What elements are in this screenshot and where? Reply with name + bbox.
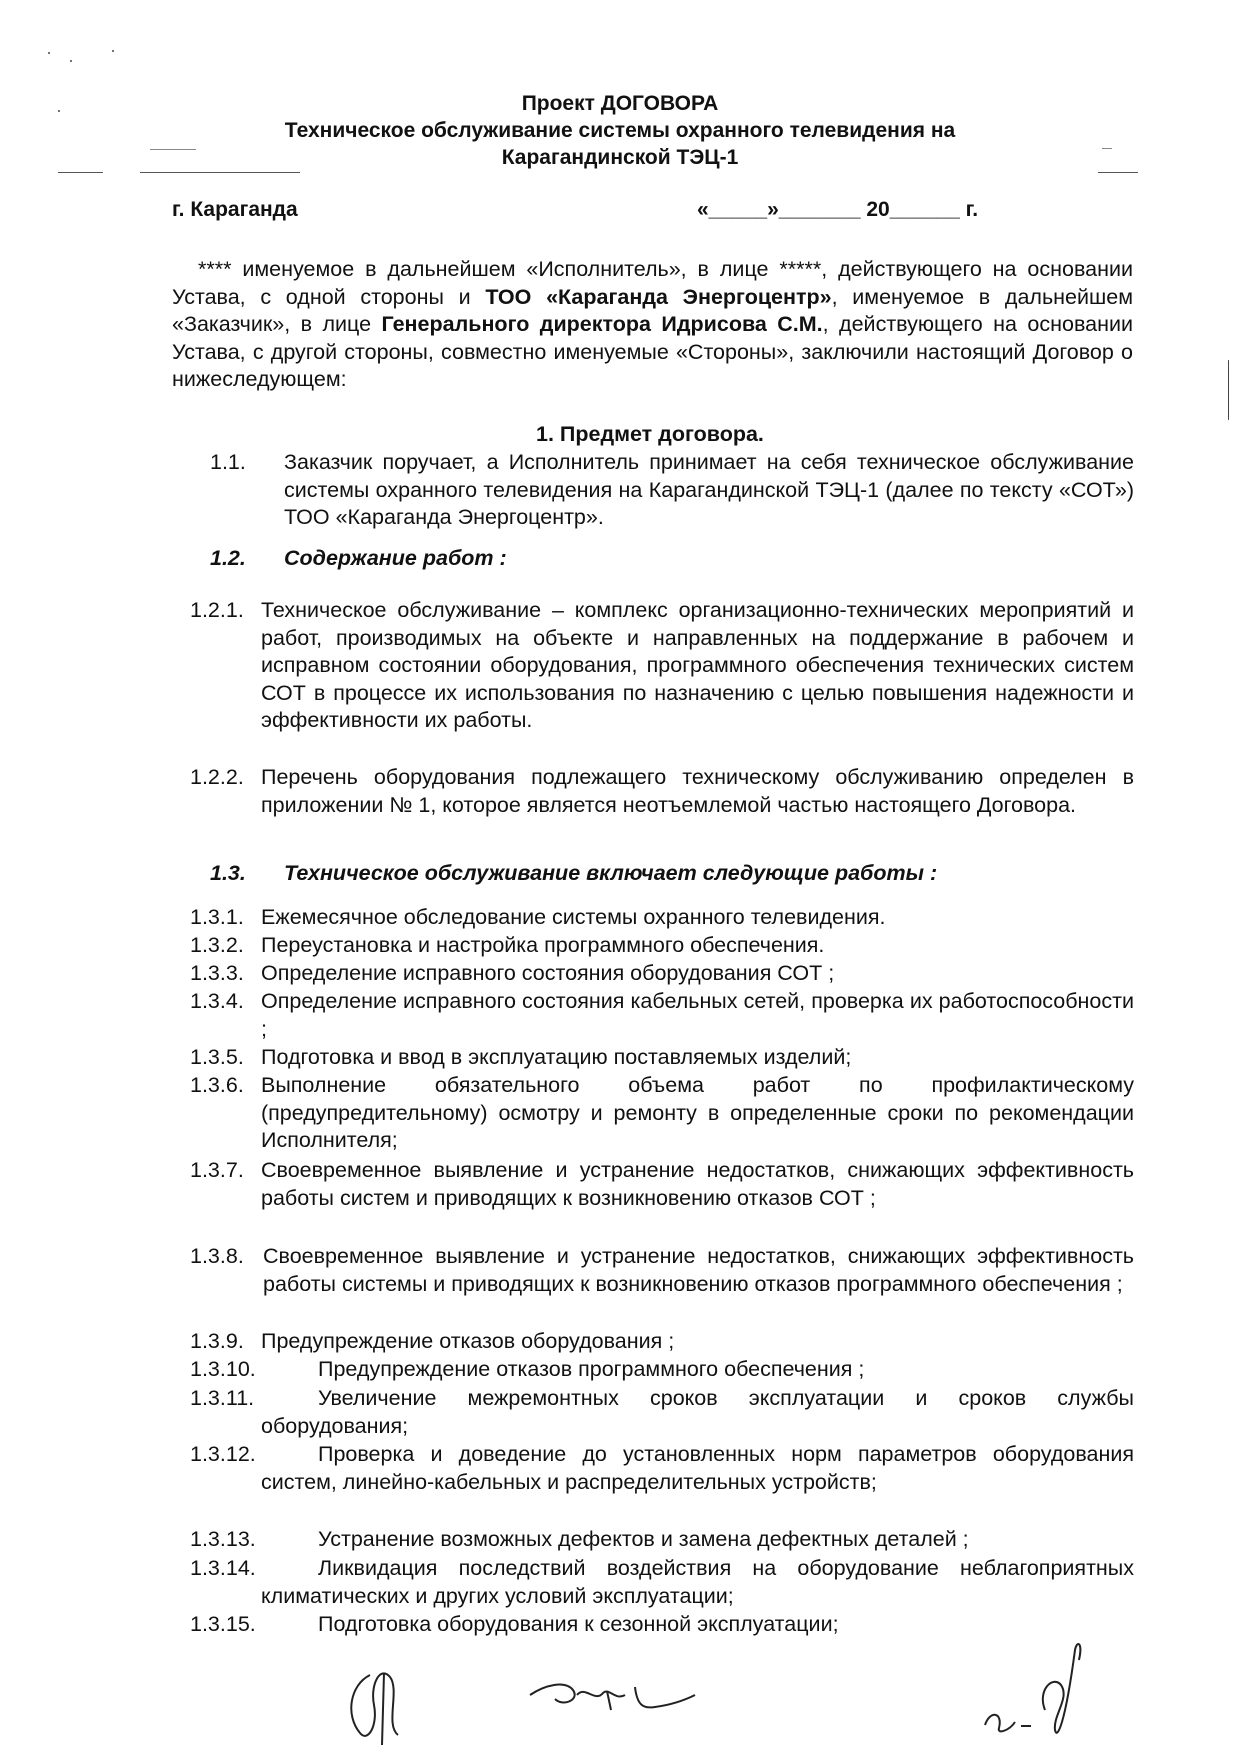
scan-rule xyxy=(58,172,103,173)
clause-number: 1.2.2. xyxy=(190,765,244,789)
clause-number: 1.3.8. xyxy=(190,1244,244,1268)
clause-number: 1.3.4. xyxy=(190,989,244,1013)
clause-number: 1.2. xyxy=(210,546,246,570)
clause-number: 1.3.5. xyxy=(190,1045,244,1069)
clause-text: Увеличение межремонтных сроков эксплуатации и сроков службы оборудования; xyxy=(261,1386,1134,1438)
clause-text: Техническое обслуживание – комплекс организационно-технических мероприятий и работ, производимых на объекте и направленных на поддержание в рабочем и исправном состоянии оборудования, программного обеспечения технических систем СОТ в процессе их использования по назначению с целью повышения надежности и эффективности их работы. xyxy=(261,598,1134,732)
clause-number: 1.3.14. xyxy=(190,1556,256,1580)
intro-text: , именуемое в дальнейшем «Заказчик», в лице xyxy=(172,284,1133,336)
clause-heading: Техническое обслуживание включает следующие работы : xyxy=(284,861,938,885)
intro-text: **** именуемое в дальнейшем «Исполнитель», в лице *****, действующего на основании Устава, с одной стороны и xyxy=(172,257,1133,309)
intro-customer-name: ТОО «Караганда Энергоцентр» xyxy=(485,284,832,309)
section-title: 1. Предмет договора. xyxy=(536,422,764,446)
clause-number: 1.3.10. xyxy=(190,1357,256,1381)
clause-text: Предупреждение отказов программного обеспечения ; xyxy=(318,1357,865,1381)
clause-text: Ежемесячное обследование системы охранного телевидения. xyxy=(261,905,886,929)
clause-number: 1.3.7. xyxy=(190,1158,244,1182)
clause-number: 1.3.2. xyxy=(190,933,244,957)
clause-text: Переустановка и настройка программного обеспечения. xyxy=(261,933,825,957)
clause-number: 1.3.6. xyxy=(190,1073,244,1097)
clause-text: Определение исправного состояния оборудования СОТ ; xyxy=(261,961,835,985)
clause-number: 1.3.11. xyxy=(190,1386,255,1410)
date-line: «_____»_______ 20______ г. xyxy=(697,198,979,221)
scan-rule xyxy=(140,172,300,173)
scan-speck xyxy=(70,60,72,62)
clause-number: 1.3.12. xyxy=(190,1442,256,1466)
intro-paragraph xyxy=(172,256,1133,394)
clause-number: 1.3.1. xyxy=(190,905,244,929)
signature-3 xyxy=(975,1630,1095,1745)
scan-speck xyxy=(58,110,60,112)
intro-director-name: Генерального директора Идрисова С.М. xyxy=(381,312,823,336)
doc-subtitle: Техническое обслуживание системы охранного телевидения на xyxy=(284,119,956,142)
clause-heading: Содержание работ : xyxy=(284,546,507,570)
scan-speck xyxy=(1228,360,1229,420)
city: г. Караганда xyxy=(172,198,298,221)
clause-text: Определение исправного состояния кабельных сетей, проверка их работоспособности ; xyxy=(261,989,1134,1041)
clause-number: 1.3.9. xyxy=(190,1329,244,1353)
scan-speck xyxy=(112,50,114,52)
doc-subtitle-2: Карагандинской ТЭЦ-1 xyxy=(501,146,739,169)
clause-number: 1.3.3. xyxy=(190,961,244,985)
clause-number: 1.3. xyxy=(210,861,246,885)
clause-number: 1.3.13. xyxy=(190,1527,256,1551)
clause-text: Своевременное выявление и устранение недостатков, снижающих эффективность работы систем и приводящих к возникновению отказов СОТ ; xyxy=(261,1158,1134,1210)
clause-text: Выполнение обязательного объема работ по профилактическому (предупредительному) осмотру и ремонту в определенные сроки по рекомендации Исполнителя; xyxy=(261,1073,1134,1152)
clause-text: Подготовка и ввод в эксплуатацию поставляемых изделий; xyxy=(261,1045,852,1069)
signature-initials-1 xyxy=(340,1655,430,1750)
scan-rule xyxy=(1098,172,1138,173)
clause-text: Проверка и доведение до установленных норм параметров оборудования систем, линейно-кабельных и распределительных устройств; xyxy=(261,1442,1134,1494)
clause-text: Устранение возможных дефектов и замена дефектных деталей ; xyxy=(318,1527,969,1551)
clause-text: Перечень оборудования подлежащего техническому обслуживанию определен в приложении № 1, которое является неотъемлемой частью настоящего Договора. xyxy=(261,765,1134,817)
clause-number: 1.1. xyxy=(210,450,246,474)
intro-text: , действующего на основании Устава, с другой стороны, совместно именуемые «Стороны», заключили настоящий Договор о нижеследующем: xyxy=(172,312,1133,391)
clause-text: Ликвидация последствий воздействия на оборудование неблагоприятных климатических и других условий эксплуатации; xyxy=(261,1556,1134,1608)
doc-title: Проект ДОГОВОРА xyxy=(521,92,719,115)
scan-speck xyxy=(48,52,50,54)
clause-text: Подготовка оборудования к сезонной эксплуатации; xyxy=(318,1612,839,1636)
clause-text: Своевременное выявление и устранение недостатков, снижающих эффективность работы системы и приводящих к возникновению отказов программного обеспечения ; xyxy=(263,1244,1134,1296)
clause-text: Предупреждение отказов оборудования ; xyxy=(261,1329,675,1353)
clause-text: Заказчик поручает, а Исполнитель принимает на себя техническое обслуживание системы охранного телевидения на Карагандинской ТЭЦ-1 (далее по тексту «СОТ») ТОО «Караганда Энергоцентр». xyxy=(284,450,1134,529)
signature-2 xyxy=(525,1665,700,1725)
clause-number: 1.3.15. xyxy=(190,1612,256,1636)
clause-number: 1.2.1. xyxy=(190,598,244,622)
